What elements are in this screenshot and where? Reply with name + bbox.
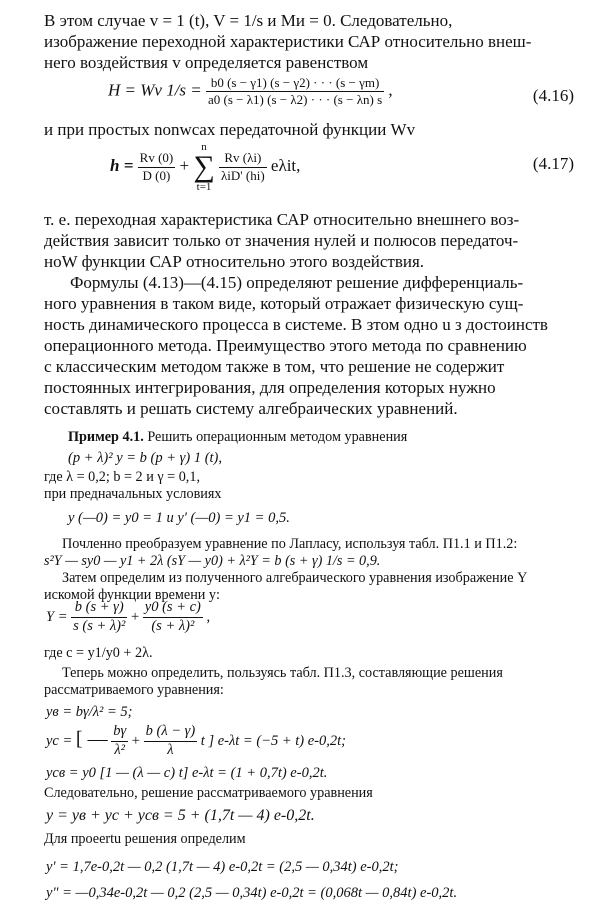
example-line: рассматриваемого уравнения: <box>44 682 224 698</box>
plus-sign: + <box>179 156 190 176</box>
fraction-denominator: λiD' (hi) <box>220 167 265 183</box>
paragraph-line: т. е. переходная характеристика САР относительно внешнего воз- <box>44 210 520 229</box>
fraction-numerator: b (s + γ) <box>71 600 127 618</box>
equation-4-17 <box>110 142 300 193</box>
example-task: Решить операционным методом уравнения <box>147 429 408 445</box>
paragraph-line: ность динамического процесса в системе. В зтом одно u з достоинств <box>44 315 548 334</box>
paragraph-line: составлять и решать систему алгебраических уравнений. <box>44 399 458 418</box>
sum-sign: ∑ <box>193 150 215 183</box>
fraction-numerator: b0 (s − γ1) (s − γ2) · · · (s − γm) <box>206 76 384 92</box>
example-line: где c = y1/y0 + 2λ. <box>44 645 153 661</box>
paragraph-line: постоянных интегрирования, для определения которых нужно <box>44 378 496 397</box>
sum-upper-limit: n <box>201 141 207 153</box>
fraction-numerator: Rv (0) <box>138 151 176 167</box>
fraction-numerator: Rv (λi) <box>219 151 267 167</box>
plus-sign: + <box>131 732 140 749</box>
fraction <box>219 151 267 183</box>
fraction <box>111 724 128 759</box>
example-line: искомой функции времени y: <box>44 587 220 603</box>
component-yc <box>46 724 346 759</box>
example-line: Почленно преобразуем уравнение по Лапласу, используя табл. П1.1 и П1.2: <box>62 536 518 552</box>
paragraph-line: Формулы (4.13)—(4.15) определяют решение дифференциаль- <box>70 273 524 292</box>
bracket-close: t ] e-λt = (−5 + t) e-0,2t; <box>200 732 346 749</box>
bracket-open: [ — <box>75 727 108 750</box>
laplace-equation: s²Y — sy0 — y1 + 2λ (sY — y0) + λ²Y = b (s + γ) 1/s = 0,9. <box>44 553 381 569</box>
equation-trail: , <box>206 608 211 625</box>
paragraph-line: ноW функции САР относительно этого воздействия. <box>44 252 425 271</box>
initial-conditions: y (—0) = y0 = 1 и y' (—0) = y1 = 0,5. <box>68 510 290 526</box>
example-title: Пример 4.1. <box>68 429 144 445</box>
fraction-denominator: D (0) <box>142 167 171 183</box>
fraction-denominator: a0 (s − λ1) (s − λ2) · · · (s − λn) s <box>208 92 383 108</box>
component-ycv: ycв = y0 [1 — (λ — c) t] e-λt = (1 + 0,7t) e-0,2t. <box>46 765 328 781</box>
paragraph-line: него воздействия v определяется равенством <box>44 53 369 72</box>
fraction-denominator: (s + λ)² <box>151 617 195 634</box>
example-line: при предначальных условиях <box>44 486 222 502</box>
equation-4-16 <box>108 76 393 108</box>
equation-lhs: H = Wv 1/s = <box>108 80 202 100</box>
sum-operator <box>193 142 214 193</box>
example-equation: (p + λ)² y = b (p + γ) 1 (t), <box>68 450 223 466</box>
paragraph-line: с классическим методом также в том, что решение не содержит <box>44 357 505 376</box>
equation-lhs: Y = <box>46 608 68 625</box>
example-line: Затем определим из полученного алгебраического уравнения изображение Y <box>62 570 528 586</box>
fraction <box>206 76 384 108</box>
fraction-denominator: λ <box>167 741 174 758</box>
plus-sign: + <box>130 608 140 625</box>
example-line: Следовательно, решение рассматриваемого уравнения <box>44 785 373 801</box>
fraction <box>143 600 203 635</box>
paragraph-line: действия зависит только от значения нулей и полюсов передаточ- <box>44 231 519 250</box>
equation-trail: , <box>388 80 393 100</box>
paragraph-line: В этом случае v = 1 (t), V = 1/s и Mи = 0. Следовательно, <box>44 11 453 30</box>
fraction-numerator: y0 (s + c) <box>143 600 203 618</box>
second-derivative: y" = —0,34e-0,2t — 0,2 (2,5 — 0,34t) e-0,2t = (0,068t — 0,84t) e-0,2t. <box>46 885 458 901</box>
fraction <box>144 724 198 759</box>
fraction <box>138 151 176 183</box>
fraction-numerator: b (λ − γ) <box>144 724 198 742</box>
final-solution: y = yв + yc + ycв = 5 + (1,7t — 4) e-0,2t. <box>46 807 315 824</box>
component-yv: yв = bγ/λ² = 5; <box>46 704 133 720</box>
example-line: Теперь можно определить, пользуясь табл. П1.3, составляющие решения <box>62 665 503 681</box>
fraction-denominator: s (s + λ)² <box>73 617 126 634</box>
fraction-denominator: λ² <box>114 741 125 758</box>
paragraph-line: изображение переходной характеристики САР относительно внеш- <box>44 32 532 51</box>
equation-lhs: h = <box>110 156 134 176</box>
example-heading <box>68 430 574 444</box>
exponential-term: eλit, <box>270 156 301 176</box>
sum-lower-limit: t=1 <box>196 180 212 193</box>
paragraph-line: операционного метода. Преимущество этого метода по сравнению <box>44 336 527 355</box>
first-derivative: y' = 1,7e-0,2t — 0,2 (1,7t — 4) e-0,2t = (2,5 — 0,34t) e-0,2t; <box>46 859 399 875</box>
paragraph-line: и при простых nonwcax передаточной функции Wv <box>44 120 416 139</box>
example-line: Для проеertu решения определим <box>44 831 246 847</box>
equation-number: (4.17) <box>532 154 574 173</box>
fraction-numerator: bγ <box>111 724 128 742</box>
equation-number: (4.16) <box>532 86 574 105</box>
paragraph-line: ного уравнения в таком виде, который отражает физическую сущ- <box>44 294 524 313</box>
example-line: где λ = 0,2; b = 2 и γ = 0,1, <box>44 469 200 485</box>
fraction <box>71 600 127 635</box>
equation-lhs: yc = <box>46 732 73 749</box>
image-equation <box>46 600 210 635</box>
